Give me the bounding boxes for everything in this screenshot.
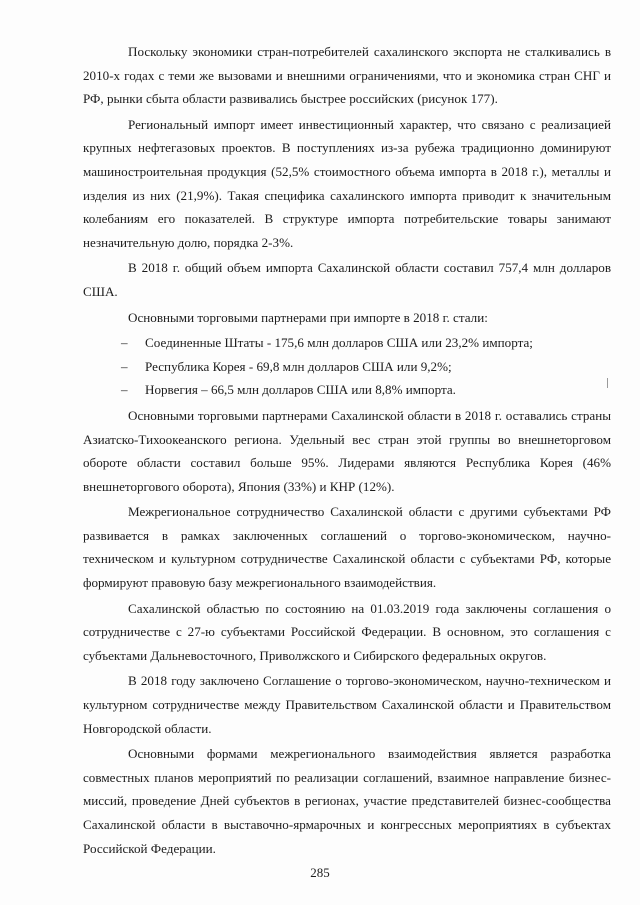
bullet-dash: – — [121, 335, 128, 351]
list-item — [83, 355, 611, 379]
paragraph-agreements: Сахалинской областью по состоянию на 01.03.2019 года заключены соглашения о сотрудничестве с 27-ю субъектами Российской Федерации. В основном, это соглашения с субъектами Дальневосточного, Приволжского и Сибирского федеральных округов. — [83, 600, 611, 663]
bullet-dash: – — [121, 358, 128, 374]
partner-usa: Соединенные Штаты - 175,6 млн долларов США или 23,2% импорта; — [145, 335, 533, 351]
bullet-dash: – — [121, 382, 128, 398]
partner-norway: Норвегия – 66,5 млн долларов США или 8,8% импорта. — [145, 382, 456, 398]
page-content — [83, 40, 611, 862]
paragraph-import-volume: В 2018 г. общий объем импорта Сахалинской области составил 757,4 млн долларов США. — [83, 260, 611, 299]
paragraph-trade-partners: Основными торговыми партнерами Сахалинской области в 2018 г. оставались страны Азиатско-Тихоокеанского региона. Удельный вес стран этой группы во внешнеторговом обороте области составил больше 95%. Лидерами являются Республика Корея (46% внешнеторгового оборота), Япония (33%) и КНР (12%). — [83, 407, 611, 494]
page-number: 285 — [310, 865, 330, 880]
list-item — [83, 378, 611, 402]
paragraph-cooperation-forms: Основными формами межрегионального взаимодействия является разработка совместных планов мероприятий по реализации соглашений, взаимное направление бизнес-миссий, проведение Дней субъектов в регионах, участие представителей бизнес-сообщества Сахалинской области в выставочно-ярмарочных и конгрессных мероприятиях в субъектах Российской Федерации. — [83, 746, 611, 856]
import-partners-list — [83, 331, 611, 402]
paragraph-import-character: Региональный импорт имеет инвестиционный характер, что связано с реализацией крупных нефтегазовых проектов. В поступлениях из-за рубежа традиционно доминируют машиностроительная продукция (52,5% стоимостного объема импорта в 2018 г.), металлы и изделия из них (21,9%). Такая специфика сахалинского импорта приводит к значительным колебаниям его показателей. В структуре импорта потребительские товары занимают незначительную долю, порядка 2-3%. — [83, 116, 611, 250]
list-item — [83, 331, 611, 355]
paragraph-interregional: Межрегиональное сотрудничество Сахалинской области с другими субъектами РФ развивается в рамках заключенных соглашений о торгово-экономическом, научно-техническом и культурном сотрудничестве Сахалинской области с субъектами РФ, которые формируют правовую базу межрегионального взаимодействия. — [83, 504, 611, 591]
paragraph-export-markets: Поскольку экономики стран-потребителей сахалинского экспорта не сталкивались в 2010-х годах с теми же вызовами и внешними ограничениями, что и экономика стран СНГ и РФ, рынки сбыта области развивались быстрее российских (рисунок 177). — [83, 44, 611, 107]
scan-artifact — [607, 378, 608, 388]
paragraph-novgorod-agreement: В 2018 году заключено Соглашение о торгово-экономическом, научно-техническом и культурном сотрудничестве между Правительством Сахалинской области и Правительством Новгородской области. — [83, 673, 611, 736]
partner-korea: Республика Корея - 69,8 млн долларов США или 9,2%; — [145, 358, 452, 374]
paragraph-partners-intro: Основными торговыми партнерами при импорте в 2018 г. стали: — [128, 309, 488, 325]
